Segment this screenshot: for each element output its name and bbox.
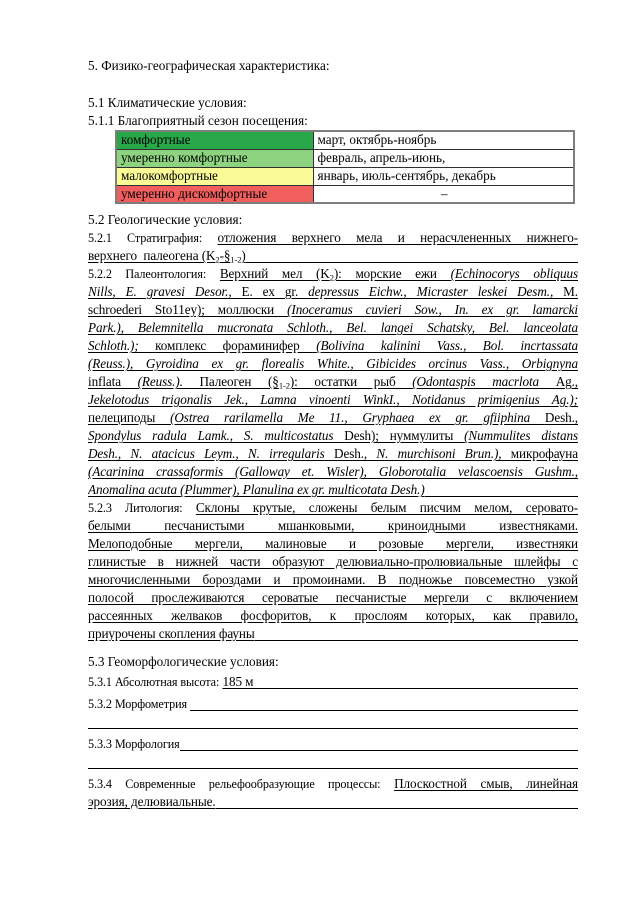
text-run: эрозия, делювиальные. — [88, 794, 216, 809]
text-run: depressus Eichw., Micraster leskei Desm., — [308, 284, 554, 299]
line-text — [88, 481, 425, 499]
line-text — [88, 572, 578, 587]
line-text — [88, 247, 246, 265]
text-run: -§ — [219, 248, 231, 263]
line-text — [88, 410, 578, 425]
text-run: Nills, E. gravesi Desor., — [88, 284, 242, 299]
form-line — [88, 319, 578, 337]
text-run: 185 м — [222, 674, 254, 689]
form-line — [88, 571, 578, 589]
text-run: Палеоген (§ — [182, 374, 279, 389]
text-run: (Acarinina crassaformis (Galloway et. Wisler), Globorotalia velascoensis Gushm., — [88, 464, 578, 479]
text-run: полосой прослеживаются сероватые песчанистые мергели с включением — [88, 590, 578, 605]
text-run: Spondylus radula Lamk., S. multicostatus — [88, 428, 345, 443]
climate-comfort-table — [115, 130, 575, 204]
line-text — [88, 554, 578, 569]
line-text — [88, 374, 578, 389]
form-line — [88, 391, 578, 409]
blank-underline — [255, 625, 578, 641]
blank-underline — [88, 713, 578, 729]
form-line — [88, 589, 578, 607]
line-text — [88, 392, 578, 407]
line-text — [88, 673, 253, 691]
lithology-paragraph — [88, 499, 578, 643]
form-line — [88, 355, 578, 373]
text-run: отложения верхнего мела и нерасчлененных нижнего- — [217, 230, 578, 245]
line-text — [88, 500, 578, 515]
season-months-cell: – — [313, 185, 574, 203]
text-run: комплекс фораминифер — [155, 338, 317, 353]
blank-underline — [216, 793, 578, 809]
line-text — [88, 356, 578, 371]
line-text — [88, 695, 190, 713]
season-category-cell: умеренно комфортные — [116, 149, 313, 167]
section-5-3-heading: 5.3 Геоморфологические условия: — [88, 654, 279, 669]
line-text — [88, 230, 578, 245]
blank-underline — [253, 673, 578, 689]
text-run: Schloth.); — [88, 338, 156, 353]
text-run: ): морские ежи — [333, 266, 451, 281]
text-run: (Bolivina kalinini Vass., Bol. incrtassata — [316, 338, 578, 353]
text-run — [206, 266, 220, 281]
line-text — [88, 625, 255, 643]
text-run: inflata — [88, 374, 138, 389]
text-run: (Odontaspis macrlota — [412, 374, 556, 389]
section-5-title: 5. Физико-географическая характеристика: — [88, 58, 330, 73]
blank-underline — [88, 753, 578, 769]
form-line — [88, 463, 578, 481]
form-line — [88, 499, 578, 517]
form-line — [88, 607, 578, 625]
text-run: пелециподы — [88, 410, 171, 425]
line-text — [88, 608, 578, 623]
section-5-1-1-heading: 5.1.1 Благоприятный сезон посещения: — [88, 113, 308, 128]
form-line — [88, 735, 578, 753]
climate-table-row — [116, 185, 574, 203]
text-run — [183, 500, 196, 515]
text-run: 2 — [329, 272, 334, 283]
text-run: (Reuss.). — [137, 374, 183, 389]
text-run: 5.3.4 Современные рельефообразующие процессы: — [88, 777, 381, 791]
form-line — [88, 229, 578, 247]
line-text — [88, 302, 578, 317]
text-run: микрофауна — [510, 446, 578, 461]
text-run: Anomalina acuta (Plummer), Planulina ex gr. multicotata Desh.) — [88, 482, 425, 497]
text-run: верхнего палеогена (K — [88, 248, 216, 263]
text-run: Мелоподобные мергели, малиновые и розовые мергели, известняки — [88, 536, 578, 551]
text-run: Плоскостной смыв, линейная — [394, 776, 578, 791]
text-run: (Ostrea rarilamella Me 11., Gryphaea ex gr. gfiiphina — [170, 410, 545, 425]
season-category-cell: умеренно дискомфортные — [116, 185, 313, 203]
text-run: Desh., — [334, 446, 377, 461]
form-line — [88, 793, 578, 811]
text-run: (Nummulites distans — [464, 428, 578, 443]
form-line — [88, 373, 578, 391]
text-run: 5.2.1 Стратиграфия: — [88, 231, 203, 245]
form-line — [88, 673, 578, 691]
line-text — [88, 464, 578, 479]
season-months-cell: январь, июль-сентябрь, декабрь — [313, 167, 574, 185]
text-run: Park.), Belemnitella mucronata Schloth., Bel. langei Schatsky, Bel. lanceolata — [88, 320, 578, 335]
season-category-cell: комфортные — [116, 131, 313, 149]
text-run — [380, 776, 394, 791]
form-line — [88, 713, 578, 731]
text-run: N. murchisoni Brun.), — [376, 446, 511, 461]
geomorphology-paragraph — [88, 673, 578, 811]
text-run: белыми песчанистыми мшанковыми, криноидными известняками. — [88, 518, 578, 533]
line-text — [88, 793, 216, 811]
form-line — [88, 265, 578, 283]
line-text — [88, 446, 578, 461]
form-line — [88, 445, 578, 463]
line-text — [88, 536, 578, 551]
line-text — [88, 776, 578, 791]
text-run: schroederi Sto11ey); моллюски — [88, 302, 288, 317]
text-run: 5.3.1 Абсолютная высота: — [88, 675, 220, 689]
line-text — [88, 284, 578, 299]
text-run: Desh., — [544, 410, 578, 425]
line-text — [88, 735, 180, 753]
blank-underline — [425, 481, 578, 497]
blank-underline — [246, 247, 578, 263]
blank-underline — [190, 695, 578, 711]
form-line — [88, 247, 578, 265]
form-line — [88, 535, 578, 553]
text-run: приурочены скопления фауны — [88, 626, 255, 641]
form-line — [88, 337, 578, 355]
line-text — [88, 320, 578, 335]
form-line — [88, 775, 578, 793]
text-run: ) — [241, 248, 246, 263]
form-line — [88, 301, 578, 319]
line-text — [88, 590, 578, 605]
text-run: глинистые в нижней части образуют делювиально-пролювиальные шлейфы с — [88, 554, 578, 569]
stratigraphy-paragraph — [88, 229, 578, 265]
form-line — [88, 283, 578, 301]
season-category-cell: малокомфортные — [116, 167, 313, 185]
section-5-1-heading: 5.1 Климатические условия: — [88, 95, 247, 110]
text-run: многочисленными бороздами и промоинами. В подножье повсеместно узкой — [88, 572, 578, 587]
form-line — [88, 409, 578, 427]
section-5-2-heading: 5.2 Геологические условия: — [88, 212, 243, 227]
paleontology-paragraph — [88, 265, 578, 499]
season-months-cell: март, октябрь-ноябрь — [313, 131, 574, 149]
text-run: 5.3.2 Морфометрия — [88, 697, 190, 711]
text-run: ): остатки рыб — [289, 374, 413, 389]
text-run: (Echinocorys obliquus — [450, 266, 578, 281]
text-run: E. ex gr. — [241, 284, 309, 299]
text-run: (Inoceramus cuvieri Sow., In. ex gr. lamarcki — [287, 302, 578, 317]
text-run: Склоны крутые, сложены белым писчим мелом, серовато- — [195, 500, 578, 515]
text-run: 1-2 — [278, 380, 290, 391]
form-line — [88, 695, 578, 713]
text-run: 2 — [215, 254, 220, 265]
line-text — [88, 428, 578, 443]
text-run: Jekelotodus trigonalis Jek., Lamna vinoenti WinkI., Notidanus primigenius Ag.); — [88, 392, 578, 407]
form-line — [88, 753, 578, 771]
form-line — [88, 553, 578, 571]
climate-table-row — [116, 167, 574, 185]
text-run — [202, 230, 217, 245]
season-months-cell: февраль, апрель-июнь, — [313, 149, 574, 167]
line-text — [88, 338, 578, 353]
line-text — [88, 266, 578, 281]
text-run: Верхний мел (K — [219, 266, 330, 281]
text-run: 1-2 — [230, 254, 242, 265]
text-run: 5.3.3 Морфология — [88, 737, 180, 751]
form-line — [88, 625, 578, 643]
climate-table-row — [116, 149, 574, 167]
line-text — [88, 518, 578, 533]
text-run: M. — [553, 284, 578, 299]
text-run: Desh); нуммулиты — [344, 428, 465, 443]
text-run: рассеянных желваков фосфоритов, к прослоям которых, как правило, — [88, 608, 578, 623]
text-run: Ag., — [555, 374, 578, 389]
form-line — [88, 427, 578, 445]
text-run: 5.2.2 Палеонтология: — [88, 267, 207, 281]
text-run: 5.2.3 Литология: — [88, 501, 183, 515]
blank-underline — [180, 735, 578, 751]
form-line — [88, 481, 578, 499]
text-run: (Reuss.), Gyroidina ex gr. florealis White., Gibicides orcinus Vass., Orbignyna — [88, 356, 578, 371]
climate-table-row — [116, 131, 574, 149]
text-run: Desh., N. atacicus Leym., N. irregularis — [88, 446, 335, 461]
form-line — [88, 517, 578, 535]
